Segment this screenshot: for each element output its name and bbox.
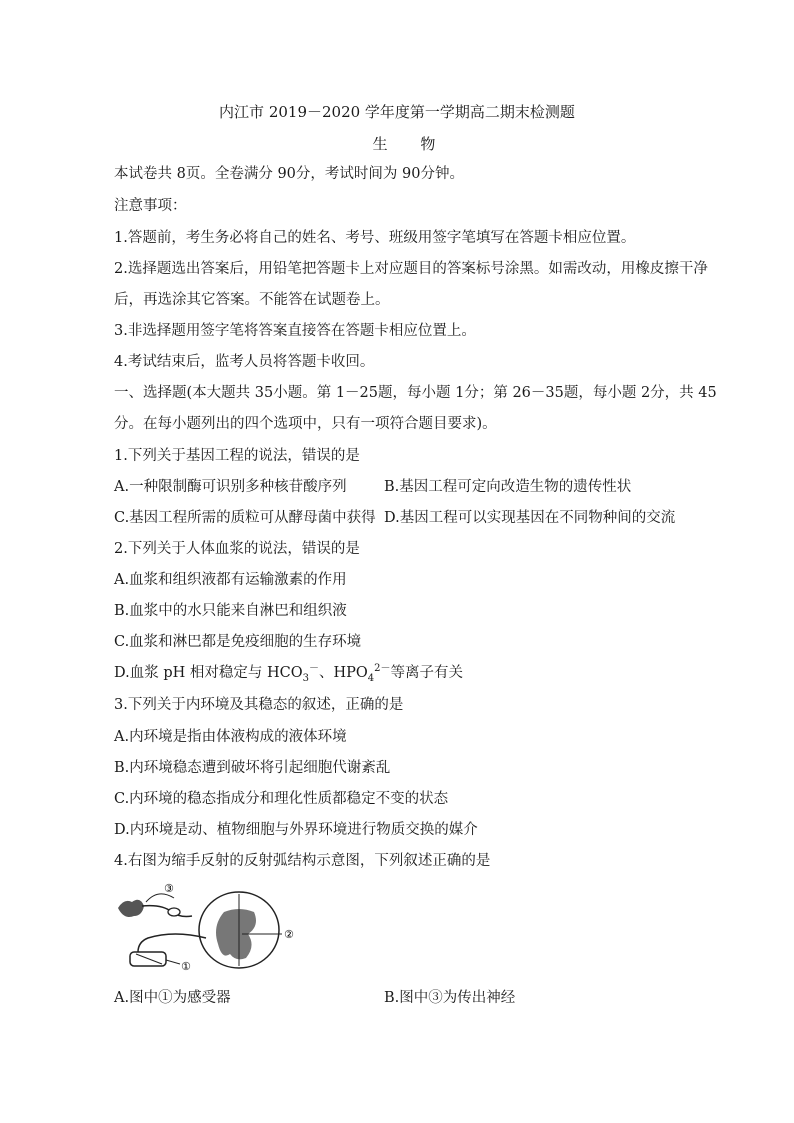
question-4-stem: 4.右图为缩手反射的反射弧结构示意图，下列叙述正确的是 [114, 853, 491, 869]
question-3-stem: 3.下列关于内环境及其稳态的叙述，正确的是 [114, 697, 404, 713]
intro-text: 本试卷共 8页。全卷满分 90分，考试时间为 90分钟。 [114, 166, 464, 182]
section-heading-cont: 分。在每小题列出的四个选项中，只有一项符合题目要求)。 [114, 416, 497, 432]
label-3: ③ [164, 882, 174, 895]
subject-title: 生 物 [372, 135, 450, 153]
option-a: A.血浆和组织液都有运输激素的作用 [114, 572, 347, 588]
option-b: B.图中③为传出神经 [384, 990, 516, 1006]
option-a: A.内环境是指由体液构成的液体环境 [114, 729, 347, 745]
subscript: 3 [302, 672, 309, 684]
question-1-options-row1 [114, 477, 694, 497]
label-3-pointer [146, 894, 174, 902]
notice-item: 3.非选择题用签字笔将答案直接答在答题卡相应位置上。 [114, 323, 476, 339]
question-2-stem: 2.下列关于人体血浆的说法，错误的是 [114, 541, 360, 557]
efferent-fiber [138, 934, 206, 952]
option-d-text: D.血浆 pH 相对稳定与 HCO [114, 665, 303, 681]
option-d-text: 等离子有关 [390, 665, 464, 681]
option-b: B.基因工程可定向改造生物的遗传性状 [384, 479, 632, 495]
option-d: D.基因工程可以实现基因在不同物种间的交流 [384, 510, 676, 526]
option-b: B.内环境稳态遭到破坏将引起细胞代谢紊乱 [114, 760, 391, 776]
superscript: － [308, 663, 319, 675]
option-b: B.血浆中的水只能来自淋巴和组织液 [114, 603, 347, 619]
option-a: A.图中①为感受器 [114, 990, 231, 1006]
reflex-arc-diagram [114, 880, 314, 980]
exam-title: 内江市 2019－2020 学年度第一学期高二期末检测题 [219, 103, 575, 121]
option-c: C.血浆和淋巴都是免疫细胞的生存环境 [114, 634, 362, 650]
notice-item: 4.考试结束后，监考人员将答题卡收回。 [114, 354, 375, 370]
notice-item: 2.选择题选出答案后，用铅笔把答题卡上对应题目的答案标号涂黑。如需改动，用橡皮擦干净 [114, 261, 708, 277]
notice-heading: 注意事项： [114, 198, 187, 214]
label-2: ② [284, 928, 294, 941]
option-c: C.内环境的稳态指成分和理化性质都稳定不变的状态 [114, 791, 449, 807]
notice-item: 后，再选涂其它答案。不能答在试题卷上。 [114, 292, 390, 308]
option-a: A.一种限制酶可识别多种核苷酸序列 [114, 479, 347, 495]
option-c: C.基因工程所需的质粒可从酵母菌中获得 [114, 510, 376, 526]
notice-item: 1.答题前，考生务必将自己的姓名、考号、班级用签字笔填写在答题卡相应位置。 [114, 230, 636, 246]
label-1-pointer [166, 960, 180, 964]
question-1-stem: 1.下列关于基因工程的说法，错误的是 [114, 448, 360, 464]
option-d-text: 、HPO [318, 665, 368, 681]
question-1-options-row2 [114, 508, 694, 528]
section-heading: 一、选择题(本大题共 35小题。第 1－25题，每小题 1分；第 26－35题，每小题 2分，共 45 [114, 385, 717, 401]
superscript: 2－ [374, 663, 391, 675]
afferent-fiber [142, 906, 192, 917]
option-d: D.内环境是动、植物细胞与外界环境进行物质交换的媒介 [114, 822, 478, 838]
receptor-blob [118, 900, 144, 917]
question-4-options-row1 [114, 988, 694, 1008]
option-d [114, 663, 694, 683]
label-1: ① [181, 960, 191, 973]
subscript: 4 [367, 672, 375, 684]
ganglion [168, 908, 180, 916]
